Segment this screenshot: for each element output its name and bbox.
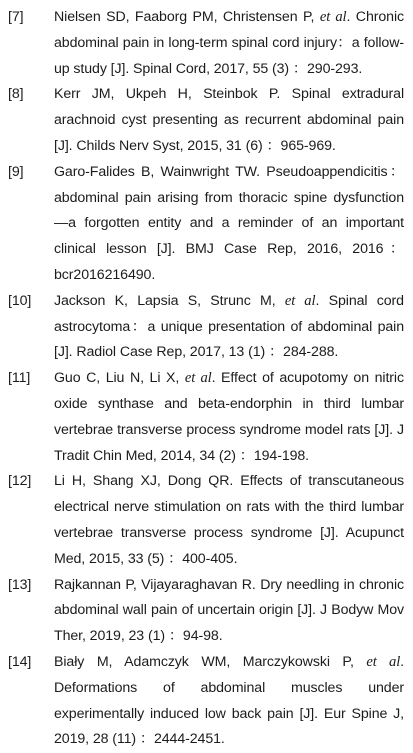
reference-et-al: et al: [319, 9, 347, 25]
reference-authors: Guo C, Liu N, Li X,: [54, 370, 185, 387]
reference-text: Li H, Shang XJ, Dong QR. Effects of transcutaneous electrical nerve stimulation on rats with the third lumbar vertebrae transverse process syndrome [J]. Acupunct Med, 2015, 33 (5) ：400-405.: [54, 473, 404, 567]
reference-details: . Effect of acupotomy on nitric oxide synthase and beta-endorphin in third lumbar vertebrae transverse process syndrome model rats [J]. J Tradit Chin Med, 2014, 34 (2) ：194-198.: [54, 370, 404, 464]
reference-item-14: [0, 650, 413, 753]
reference-text: Garo-Falides B, Wainwright TW. Pseudoappendicitis：abdominal pain arising from thoracic spine dysfunction—a forgotten entity and a reminder of an important clinical lesson [J]. BMJ Case Rep, 2016, 2016：bcr2016216490.: [54, 163, 404, 283]
reference-item-11: [0, 366, 413, 469]
reference-authors: Jackson K, Lapsia S, Strunc M,: [54, 292, 285, 309]
reference-number: [11]: [8, 370, 31, 387]
reference-item-8: [0, 82, 413, 159]
reference-number: [12]: [8, 473, 32, 490]
reference-number: [8]: [8, 86, 24, 103]
reference-details: . Spinal cord astrocytoma：a unique presentation of abdominal pain [J]. Radiol Case Rep, 2017, 13 (1) ：284-288.: [54, 292, 404, 361]
reference-text: Rajkannan P, Vijayaraghavan R. Dry needling in chronic abdominal wall pain of uncertain origin [J]. J Bodyw Mov Ther, 2019, 23 (1) ：94-98.: [54, 576, 404, 645]
reference-item-9: [0, 160, 413, 289]
reference-item-13: [0, 573, 413, 650]
reference-authors: Nielsen SD, Faaborg PM, Christensen P,: [54, 9, 320, 25]
reference-et-al: et al: [184, 370, 212, 387]
reference-item-7: [0, 5, 413, 82]
reference-number: [10]: [8, 292, 32, 309]
reference-authors: Biały M, Adamczyk WM, Marczykowski P,: [54, 653, 367, 670]
reference-details: . Deformations of abdominal muscles under experimentally induced low back pain [J]. Eur Spine J, 2019, 28 (11) ：2444-2451.: [54, 653, 404, 748]
reference-text: Kerr JM, Ukpeh H, Steinbok P. Spinal extradural arachnoid cyst presenting as recurrent abdominal pain [J]. Childs Nerv Syst, 2015, 31 (6) ：965-969.: [54, 86, 404, 154]
reference-number: [7]: [8, 9, 24, 25]
reference-number: [9]: [8, 163, 24, 180]
reference-number: [14]: [8, 653, 32, 670]
reference-number: [13]: [8, 576, 32, 593]
reference-item-12: [0, 469, 413, 572]
reference-item-10: [0, 289, 413, 366]
reference-et-al: et al: [366, 653, 401, 670]
reference-details: . Chronic abdominal pain in long-term spinal cord injury：a follow-up study [J]. Spinal Cord, 2017, 55 (3) ：290-293.: [54, 9, 404, 77]
reference-et-al: et al: [284, 292, 316, 309]
